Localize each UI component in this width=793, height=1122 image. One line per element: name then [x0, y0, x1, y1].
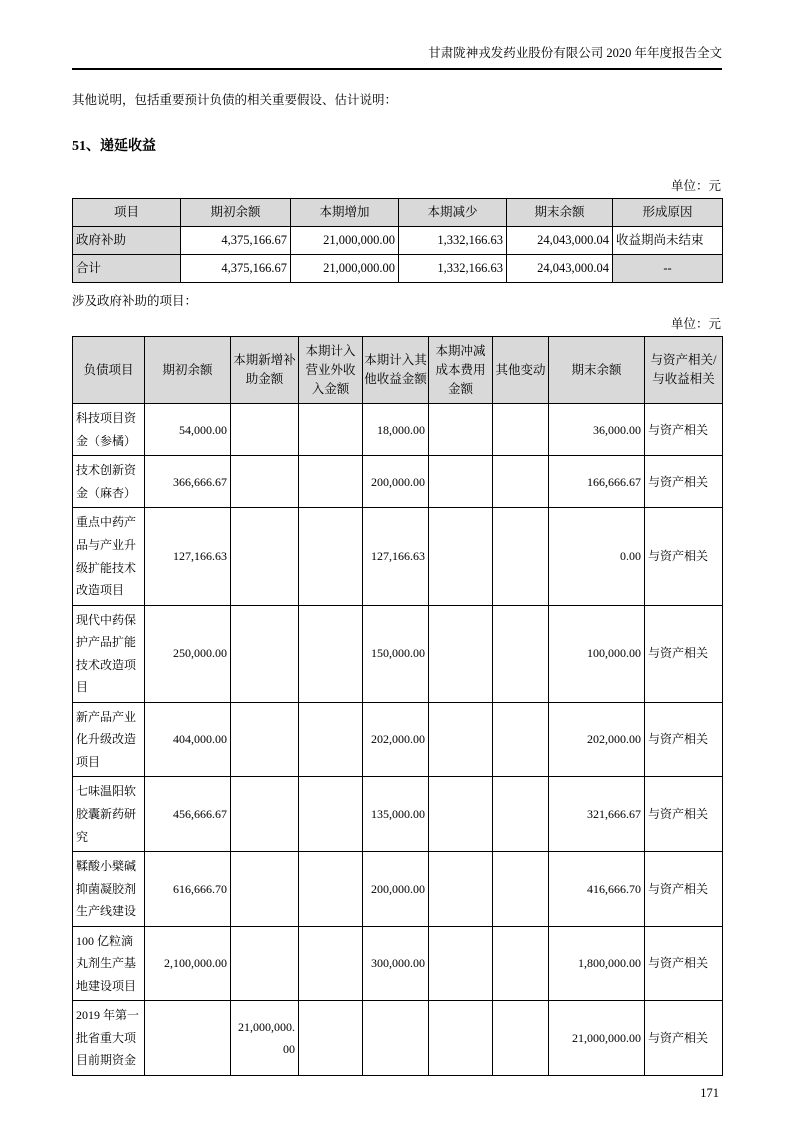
table-cell — [493, 852, 549, 927]
table-cell: 135,000.00 — [363, 777, 429, 852]
column-header: 期末余额 — [507, 199, 613, 227]
table-cell: 技术创新资金（麻杏） — [73, 456, 145, 508]
subsidy-projects-note: 涉及政府补助的项目： — [72, 294, 198, 308]
table-cell — [429, 1001, 493, 1076]
table-cell: 54,000.00 — [145, 404, 231, 456]
table-cell: 与资产相关 — [645, 404, 723, 456]
table-cell — [299, 777, 363, 852]
table-cell: 1,800,000.00 — [549, 926, 645, 1001]
table-cell — [231, 605, 299, 702]
table-cell: 鞣酸小檗碱抑菌凝胶剂生产线建设 — [73, 852, 145, 927]
table-cell: 366,666.67 — [145, 456, 231, 508]
table-cell — [231, 777, 299, 852]
table-cell: 4,375,166.67 — [181, 255, 291, 283]
table-cell — [493, 777, 549, 852]
table-cell: 150,000.00 — [363, 605, 429, 702]
table-cell: 18,000.00 — [363, 404, 429, 456]
table-cell: 200,000.00 — [363, 852, 429, 927]
table-row — [73, 702, 723, 777]
table-cell — [493, 456, 549, 508]
table-row — [73, 508, 723, 605]
table-cell: 321,666.67 — [549, 777, 645, 852]
column-header: 期末余额 — [549, 337, 645, 404]
table-cell — [145, 1001, 231, 1076]
table-cell — [231, 456, 299, 508]
unit-label-1: 单位：元 — [670, 179, 721, 193]
table-cell — [231, 702, 299, 777]
table-cell: 21,000,000.00 — [291, 227, 399, 255]
column-header: 其他变动 — [493, 337, 549, 404]
table-cell: 与资产相关 — [645, 1001, 723, 1076]
table-cell — [429, 926, 493, 1001]
table-cell: 21,000,000.00 — [231, 1001, 299, 1076]
table-cell — [429, 777, 493, 852]
table-cell: 七味温阳软胶囊新药研究 — [73, 777, 145, 852]
table-cell: 24,043,000.04 — [507, 227, 613, 255]
table-cell: 127,166.63 — [145, 508, 231, 605]
column-header: 本期计入其他收益金额 — [363, 337, 429, 404]
table-row — [73, 605, 723, 702]
table-cell: 202,000.00 — [363, 702, 429, 777]
table-cell: 416,666.70 — [549, 852, 645, 927]
table-cell: 合计 — [73, 255, 181, 283]
table-cell: 政府补助 — [73, 227, 181, 255]
column-header: 期初余额 — [145, 337, 231, 404]
table-cell — [299, 852, 363, 927]
table-row — [73, 852, 723, 927]
table-cell: 与资产相关 — [645, 852, 723, 927]
table-cell: 200,000.00 — [363, 456, 429, 508]
table-row — [73, 1001, 723, 1076]
table-cell: 收益期尚未结束 — [613, 227, 723, 255]
column-header: 本期冲减成本费用金额 — [429, 337, 493, 404]
table-cell: 与资产相关 — [645, 926, 723, 1001]
table-cell: 100 亿粒滴丸剂生产基地建设项目 — [73, 926, 145, 1001]
table-cell: 21,000,000.00 — [291, 255, 399, 283]
table-cell: 新产品产业化升级改造项目 — [73, 702, 145, 777]
table-cell — [493, 508, 549, 605]
table-cell: 现代中药保护产品扩能技术改造项目 — [73, 605, 145, 702]
table-row — [73, 227, 723, 255]
table-cell — [231, 852, 299, 927]
unit-label-2: 单位：元 — [670, 317, 721, 331]
column-header: 形成原因 — [613, 199, 723, 227]
table-cell: 重点中药产品与产业升级扩能技术改造项目 — [73, 508, 145, 605]
table-cell — [429, 605, 493, 702]
table-cell — [429, 456, 493, 508]
column-header: 本期减少 — [399, 199, 507, 227]
table-cell — [299, 456, 363, 508]
table-cell: -- — [613, 255, 723, 283]
report-title: 甘肃陇神戎发药业股份有限公司 2020 年年度报告全文 — [72, 44, 722, 70]
table-row — [73, 404, 723, 456]
table-cell: 4,375,166.67 — [181, 227, 291, 255]
table-cell: 36,000.00 — [549, 404, 645, 456]
table-cell: 616,666.70 — [145, 852, 231, 927]
table-cell — [493, 605, 549, 702]
table-cell: 127,166.63 — [363, 508, 429, 605]
header-row — [73, 337, 723, 404]
table-cell — [299, 702, 363, 777]
table-cell: 与资产相关 — [645, 456, 723, 508]
table-cell — [299, 404, 363, 456]
section-title: 51、递延收益 — [72, 139, 156, 154]
subsidy-projects-table — [72, 336, 723, 1076]
table-cell — [299, 926, 363, 1001]
table-cell — [299, 1001, 363, 1076]
table-cell — [231, 404, 299, 456]
table-row — [73, 255, 723, 283]
table-cell — [231, 926, 299, 1001]
table-cell: 1,332,166.63 — [399, 227, 507, 255]
table-cell — [429, 508, 493, 605]
table-cell — [299, 605, 363, 702]
table-cell — [429, 852, 493, 927]
table-cell — [493, 1001, 549, 1076]
other-notes-text: 其他说明，包括重要预计负债的相关重要假设、估计说明： — [72, 93, 398, 107]
table-cell: 456,666.67 — [145, 777, 231, 852]
table-cell — [493, 404, 549, 456]
table-row — [73, 777, 723, 852]
table-cell: 100,000.00 — [549, 605, 645, 702]
table-row — [73, 456, 723, 508]
table-row — [73, 926, 723, 1001]
table-cell — [429, 404, 493, 456]
table-cell: 2019 年第一批省重大项目前期资金 — [73, 1001, 145, 1076]
column-header: 本期增加 — [291, 199, 399, 227]
table-cell: 2,100,000.00 — [145, 926, 231, 1001]
column-header: 项目 — [73, 199, 181, 227]
table-cell — [429, 702, 493, 777]
header-row — [73, 199, 723, 227]
column-header: 本期新增补助金额 — [231, 337, 299, 404]
column-header: 期初余额 — [181, 199, 291, 227]
table-cell: 202,000.00 — [549, 702, 645, 777]
deferred-income-table — [72, 198, 723, 283]
table-cell: 与资产相关 — [645, 508, 723, 605]
table-cell: 与资产相关 — [645, 702, 723, 777]
table-cell — [299, 508, 363, 605]
table-cell — [231, 508, 299, 605]
column-header: 与资产相关/与收益相关 — [645, 337, 723, 404]
table-cell: 1,332,166.63 — [399, 255, 507, 283]
table-cell — [493, 702, 549, 777]
page-number: 171 — [700, 1086, 719, 1101]
column-header: 负债项目 — [73, 337, 145, 404]
table-cell: 与资产相关 — [645, 605, 723, 702]
table-cell: 21,000,000.00 — [549, 1001, 645, 1076]
table-cell: 300,000.00 — [363, 926, 429, 1001]
table-cell: 0.00 — [549, 508, 645, 605]
column-header: 本期计入营业外收入金额 — [299, 337, 363, 404]
table-cell — [493, 926, 549, 1001]
table-cell: 与资产相关 — [645, 777, 723, 852]
table-cell: 166,666.67 — [549, 456, 645, 508]
table-cell: 24,043,000.04 — [507, 255, 613, 283]
table-cell: 404,000.00 — [145, 702, 231, 777]
table-cell: 科技项目资金（参橘） — [73, 404, 145, 456]
table-cell: 250,000.00 — [145, 605, 231, 702]
table-cell — [363, 1001, 429, 1076]
